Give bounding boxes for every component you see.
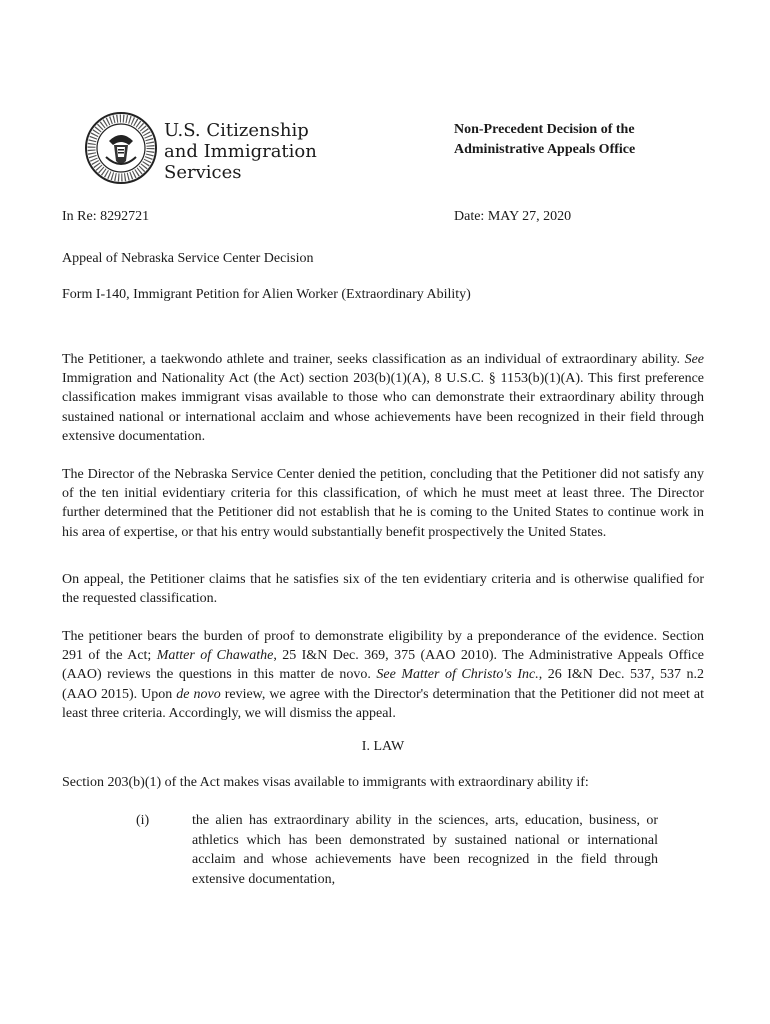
paragraph-3: On appeal, the Petitioner claims that he satisfies six of the ten evidentiary criteria and is otherwise qualified for the requested classification. bbox=[62, 572, 704, 607]
p4-text-b: , 25 I&N Dec. 369, 375 (AAO 2010). The Administrative Appeals Office (AAO) reviews the questions in this matter de novo. bbox=[62, 648, 704, 683]
agency-name-line-1: U.S. Citizenship bbox=[164, 120, 309, 141]
p1-text-a: The Petitioner, a taekwondo athlete and trainer, seeks classification as an individual of extraordinary ability. bbox=[62, 352, 685, 367]
decision-type-line-1: Non-Precedent Decision of the bbox=[454, 122, 635, 137]
paragraph-1 bbox=[62, 350, 704, 446]
p4-text-d: review, we agree with the Director's determination that the Petitioner did not meet at least three criteria. Accordingly, we will dismiss the appeal. bbox=[62, 686, 704, 721]
p4-case-christo: See Matter of Christo's Inc. bbox=[376, 667, 539, 683]
list-item-number: (i) bbox=[136, 813, 150, 828]
decision-date: Date: MAY 27, 2020 bbox=[454, 209, 572, 224]
agency-name bbox=[164, 120, 317, 183]
p1-text-b: Immigration and Nationality Act (the Act) section 203(b)(1)(A), 8 U.S.C. § 1153(b)(1)(A). This first preference classification makes immigrant visas available to those who can demonstrate their extraordinary ability through sustained national or international acclaim and whose achievements have been recognized in their field through extensive documentation. bbox=[62, 371, 704, 444]
p4-de-novo: de novo bbox=[176, 686, 221, 702]
case-number: In Re: 8292721 bbox=[62, 209, 150, 224]
law-intro: Section 203(b)(1) of the Act makes visas available to immigrants with extraordinary ability if: bbox=[62, 775, 589, 790]
agency-name-line-3: Services bbox=[164, 162, 242, 183]
dhs-seal-icon bbox=[84, 111, 158, 185]
list-item-text: the alien has extraordinary ability in the sciences, arts, education, business, or athletics which has been demonstrated by sustained national or international acclaim and whose achievements have been recognized in the field through extensive documentation, bbox=[192, 813, 658, 887]
p4-text-a: The petitioner bears the burden of proof to demonstrate eligibility by a preponderance of the evidence. Section 291 of the Act; bbox=[62, 629, 704, 664]
paragraph-4 bbox=[62, 627, 704, 723]
decision-type-line-2: Administrative Appeals Office bbox=[454, 142, 636, 157]
agency-name-line-2: and Immigration bbox=[164, 141, 317, 162]
p4-text-c: , 26 I&N Dec. 537, 537 n.2 (AAO 2015). Upon bbox=[62, 667, 704, 702]
paragraph-2: The Director of the Nebraska Service Center denied the petition, concluding that the Petitioner did not satisfy any of the ten initial evidentiary criteria for this classification, of which he must meet at least three. The Director further determined that the Petitioner did not establish that he is coming to the United States to continue work in his area of expertise, or that his entry would substantially benefit prospectively the United States. bbox=[62, 467, 704, 540]
decision-type bbox=[454, 120, 635, 160]
appeal-of: Appeal of Nebraska Service Center Decision bbox=[62, 251, 314, 266]
form-title: Form I-140, Immigrant Petition for Alien Worker (Extraordinary Ability) bbox=[62, 287, 471, 302]
p4-case-chawathe: Matter of Chawathe bbox=[156, 648, 274, 664]
section-heading-law: I. LAW bbox=[361, 739, 405, 754]
p1-see: See bbox=[684, 352, 704, 367]
